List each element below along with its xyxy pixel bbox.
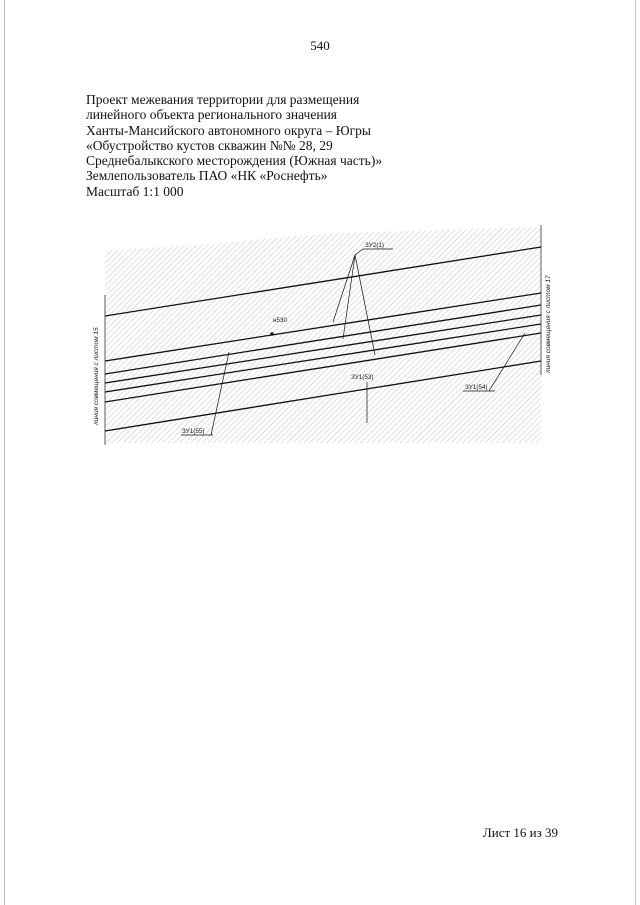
title-line: Среднебалыкского месторождения (Южная часть)» [86, 153, 383, 169]
cadastral-map [93, 225, 552, 445]
scan-edge-right [635, 0, 636, 905]
title-line: Ханты-Мансийского автономного округа – Югры [86, 122, 371, 138]
sheet-counter: Лист 16 из 39 [482, 825, 558, 840]
map-drawing [93, 225, 552, 445]
left-sheet-join-label: линия совмещения с листом 15 [93, 327, 100, 425]
title-block [86, 92, 382, 199]
title-line: Проект межевания территории для размещения [86, 92, 360, 107]
page-number: 540 [310, 38, 330, 53]
label-n530: н530 [273, 317, 287, 324]
survey-point-marker [270, 332, 274, 336]
label-zu2-1: ЗУ2(1) [365, 242, 384, 249]
hatched-area [105, 227, 541, 443]
title-line: линейного объекта регионального значения [86, 107, 338, 123]
label-zu1-53: ЗУ1(53) [351, 374, 374, 381]
right-sheet-join-label: линия совмещения с листом 17 [545, 275, 552, 373]
label-zu1-55: ЗУ1(55) [182, 428, 205, 435]
label-zu1-54: ЗУ1(54) [465, 384, 488, 391]
title-line: Землепользователь ПАО «НК «Роснефть» [86, 168, 328, 184]
scan-edge-left [4, 0, 5, 905]
scale-text: Масштаб 1:1 000 [86, 183, 184, 199]
title-line: «Обустройство кустов скважин №№ 28, 29 [86, 137, 333, 153]
